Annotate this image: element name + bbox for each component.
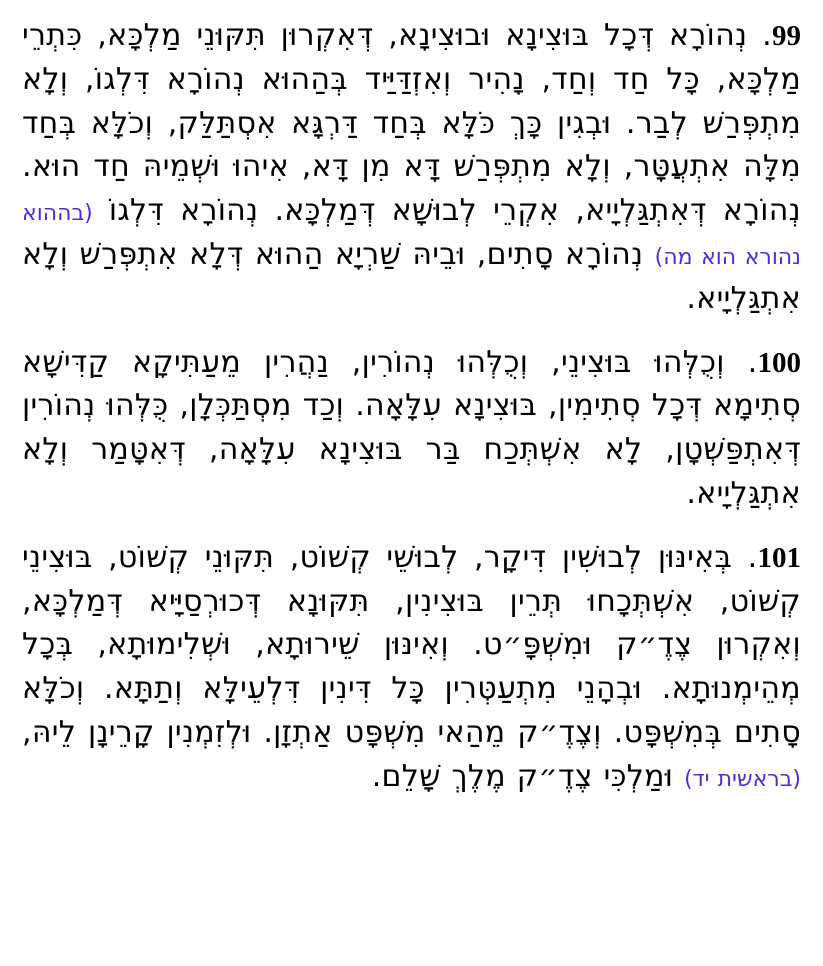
paragraph-number: 100 [757,346,801,379]
paragraph-99 [22,14,801,321]
paragraph-text: וְכֻלְּהוּ בּוּצִינֵי, וְכֻלְּהוּ נְהוֹרִין, נַהֲרִין מֵעַתִּיקָא קַדִּישָׁא סְתִימָא דְּכָל סְתִימִין, בּוּצִינָא עִלָּאָה. וְכַד מִסְתַּכְּלָן, כֻּלְּהוּ נְהוֹרִין דְּאִתְפַּשְׁטָן, לָא אִשְׁתְּכַח בַּר בּוּצִינָא עִלָּאָה, דְּאִטָּמַר וְלָא אִתְגַּלְיָיא. [22,344,801,511]
scripture-reference: (בההוא נהורא הוא מה) [22,201,801,270]
paragraph-number-separator: . [747,18,772,53]
paragraph-text-continued: וּמַלְכִּי צֶדֶ״ק מֶלֶךְ שָׁלֵם. [371,758,685,794]
paragraph-text-continued: נְהוֹרָא סָתִים, וּבֵיהּ שַׁרְיָא הַהוּא דְּלָא אִתְפְּרַשׁ וְלָא אִתְגַּלְיָיא. [22,236,801,316]
paragraph-100 [22,341,801,516]
paragraph-number-separator: . [724,344,758,380]
paragraph-number: 99 [772,20,801,52]
scripture-reference: (בראשית יד) [684,766,801,792]
paragraph-number: 101 [757,541,801,574]
paragraph-text: בְּאִינּוּן לְבוּשִׁין דִּיקָר, לְבוּשֵׁי קְשׁוֹט, תִּקּוּנֵי קְשׁוֹט, בּוּצִינֵי קְשׁוֹט, אִשְׁתְּכָחוּ תְּרֵין בּוּצִינִין, תִּקּוּנָא דְּכוּרְסַיָּיא דְּמַלְכָּא, וְאִקְרוּן צֶדֶ״ק וּמִשְׁפָּ״ט. וְאִינּוּן שֵׁירוּתָא, וּשְׁלִימוּתָא, בְּכָל מְהֵימְנוּתָא. וּבְהָנֵי מִתְעַטְּרִין כָּל דִּינִין דִּלְעֵילָּא וְתַתָּא. וְכֹלָּא סָתִים בְּמִשְׁפָּט. וְצֶדֶ״ק מֵהַאי מִשְׁפָּט אַתְזָן. וּלְזִמְנִין קָרֵינָן לֵיהּ, [22,539,801,750]
paragraph-101 [22,536,801,799]
paragraph-text: נְהוֹרָא דְּכָל בּוּצִינָא וּבוּצִינָא, דְּאִקְרוּן תִּקּוּנֵי מַלְכָּא, כִּתְרֵי מַלְכָּא, כָּל חַד וְחַד, נָהִיר וְאִזְדַּיַּיד בְּהַהוּא נְהוֹרָא דִּלְגוֹ, וְלָא מִתְפְּרַשׁ לְבַר. וּבְגִין כָּךְ כֹּלָּא בְּחַד דַּרְגָּא אִסְתַּלַּק, וְכֹלָּא בְּחַד מִלָּה אִתְעֲטָּר, וְלָא מִתְפְּרַשׁ דָּא מִן דָּא, אִיהוּ וּשְׁמֵיהּ חַד הוּא. נְהוֹרָא דְּאִתְגַּלְיָיא, אִקְרֵי לְבוּשָׁא דְּמַלְכָּא. נְהוֹרָא דִּלְגוֹ [22,18,801,229]
paragraph-number-separator: . [732,539,758,575]
